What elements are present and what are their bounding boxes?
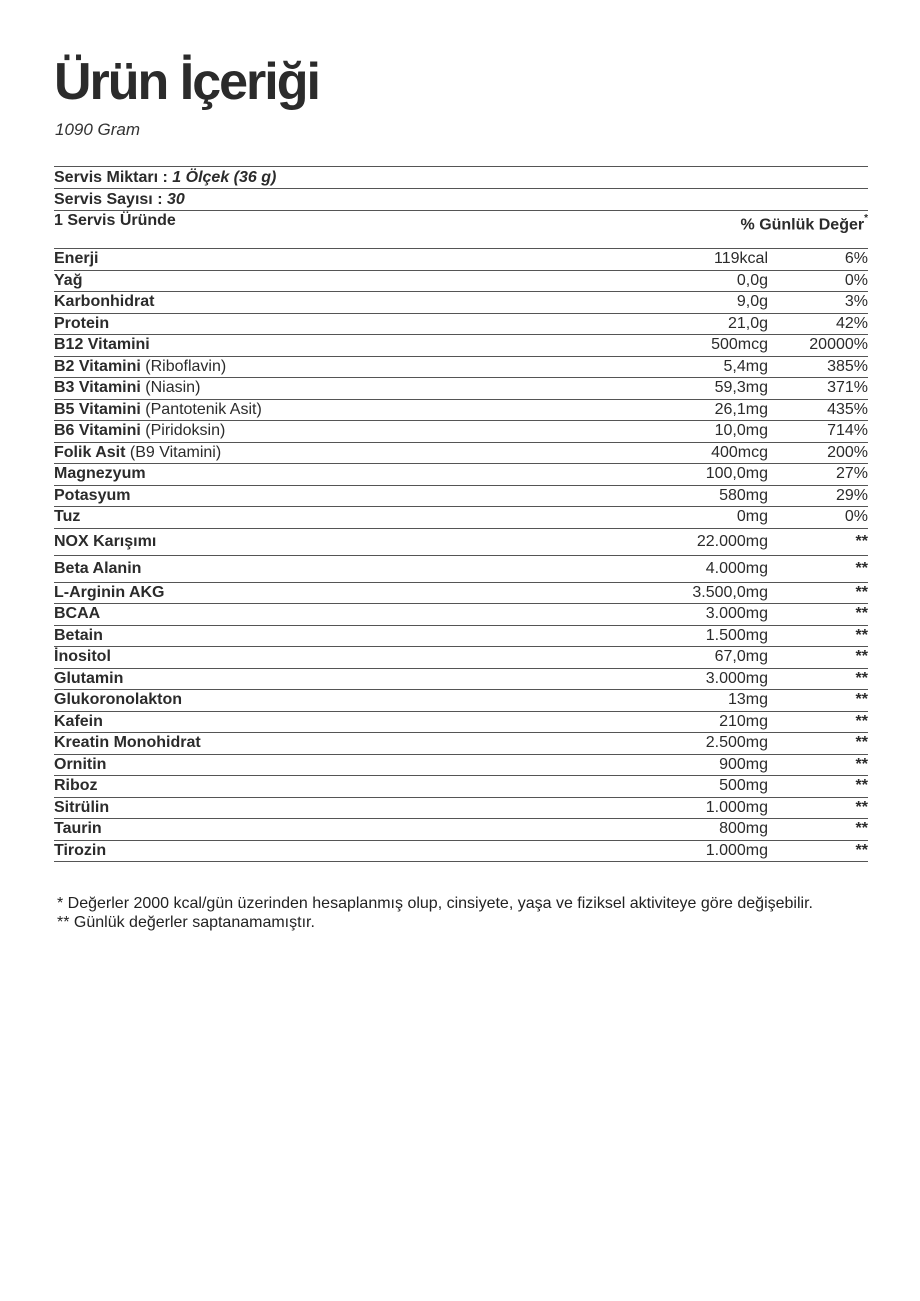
nutrient-name: Beta Alanin xyxy=(54,559,142,577)
nutrient-name-cell xyxy=(54,400,262,420)
nutrient-amount: 1.500mg xyxy=(705,626,768,644)
nutrient-name-cell xyxy=(54,669,123,689)
nutrient-daily-value: 0% xyxy=(844,271,868,289)
nutrient-amount: 400mcg xyxy=(711,443,768,461)
nutrient-note: (B9 Vitamini) xyxy=(125,443,222,461)
nutrient-name-cell xyxy=(54,507,80,527)
nutrient-name: Taurin xyxy=(54,820,102,837)
nutrient-amount: 13mg xyxy=(727,691,768,708)
nutrient-name-cell xyxy=(54,647,111,667)
nutrient-name: Sitrülin xyxy=(54,798,110,816)
daily-value-footnote-mark: * xyxy=(864,213,868,224)
nutrient-daily-value: 385% xyxy=(827,357,868,375)
nutrient-name: Enerji xyxy=(54,250,99,267)
table-bottom-rule xyxy=(54,861,868,862)
table-row xyxy=(54,442,868,464)
nutrient-name: B6 Vitamini xyxy=(54,422,141,439)
nutrient-daily-value: ** xyxy=(855,691,868,708)
nutrient-name-cell xyxy=(54,712,103,732)
serving-size-line xyxy=(54,166,868,188)
table-row xyxy=(54,625,868,647)
nutrient-amount: 0,0g xyxy=(736,271,768,289)
nutrient-name-cell xyxy=(54,755,106,775)
serving-size-label: Servis Miktarı : xyxy=(54,169,173,186)
nutrient-daily-value: ** xyxy=(855,583,868,601)
nutrition-table xyxy=(54,248,868,862)
nutrient-amount: 500mg xyxy=(719,777,768,794)
nutrient-name-cell xyxy=(54,798,109,818)
nutrient-daily-value: 371% xyxy=(827,379,868,396)
nutrient-name: Protein xyxy=(54,314,110,332)
nutrient-name: B5 Vitamini xyxy=(54,400,141,418)
nutrient-name-cell xyxy=(54,819,102,839)
table-row xyxy=(54,334,868,356)
nutrient-name: Yağ xyxy=(54,271,83,289)
nutrient-daily-value: ** xyxy=(855,798,868,816)
nutrient-daily-value: ** xyxy=(855,777,868,794)
table-row xyxy=(54,797,868,819)
table-row xyxy=(54,377,868,399)
nutrient-amount: 800mg xyxy=(719,820,768,837)
footnotes xyxy=(57,894,813,932)
nutrient-name-cell xyxy=(54,314,109,334)
nutrient-name: Kafein xyxy=(54,712,103,730)
table-row xyxy=(54,528,868,555)
table-row xyxy=(54,603,868,625)
nutrient-daily-value: 6% xyxy=(844,250,868,267)
nutrient-name-cell xyxy=(54,271,82,291)
nutrient-name-cell xyxy=(54,604,100,624)
table-row xyxy=(54,399,868,421)
table-row xyxy=(54,420,868,442)
nutrient-note: (Pantotenik Asit) xyxy=(140,400,262,418)
nutrient-name-cell xyxy=(54,690,182,710)
table-row xyxy=(54,582,868,604)
nutrient-amount: 26,1mg xyxy=(714,400,768,418)
nutrient-daily-value: ** xyxy=(855,532,868,550)
nutrient-amount: 9,0g xyxy=(736,293,768,310)
nutrient-amount: 1.000mg xyxy=(705,798,768,816)
nutrient-daily-value: 27% xyxy=(835,465,868,482)
nutrient-daily-value: 0% xyxy=(844,508,868,525)
nutrient-name: Tirozin xyxy=(54,841,107,859)
nutrient-daily-value: ** xyxy=(855,841,868,859)
nutrient-amount: 900mg xyxy=(719,755,768,773)
nutrient-amount: 21,0g xyxy=(727,314,768,332)
daily-value-header xyxy=(741,215,868,234)
nutrient-daily-value: ** xyxy=(855,605,868,622)
nutrient-daily-value: ** xyxy=(855,712,868,730)
table-header xyxy=(54,210,868,242)
nutrient-name-cell xyxy=(54,357,226,377)
nutrient-name: Tuz xyxy=(54,508,81,525)
nutrient-name: Magnezyum xyxy=(54,465,146,482)
nutrient-name-cell xyxy=(54,559,141,579)
table-row xyxy=(54,506,868,528)
table-row xyxy=(54,732,868,754)
product-weight: 1090 Gram xyxy=(55,120,141,139)
daily-value-header-label: % Günlük Değer xyxy=(740,216,865,234)
nutrient-amount: 4.000mg xyxy=(705,559,768,577)
nutrient-name-cell xyxy=(54,583,165,603)
nutrient-name: Folik Asit xyxy=(54,443,126,461)
nutrient-amount: 3.000mg xyxy=(705,605,768,622)
table-row xyxy=(54,646,868,668)
nutrient-amount: 3.000mg xyxy=(705,669,768,687)
per-serving-header: 1 Servis Üründe xyxy=(54,212,176,229)
nutrient-name: NOX Karışımı xyxy=(54,532,157,550)
nutrient-daily-value: ** xyxy=(855,626,868,644)
nutrient-amount: 119kcal xyxy=(714,250,768,267)
nutrient-amount: 580mg xyxy=(719,486,768,504)
nutrient-daily-value: 435% xyxy=(827,400,868,418)
nutrient-name-cell xyxy=(54,532,156,552)
nutrient-name: BCAA xyxy=(54,605,101,622)
table-row xyxy=(54,840,868,862)
nutrient-amount: 22.000mg xyxy=(696,532,768,550)
table-row xyxy=(54,463,868,485)
table-row xyxy=(54,291,868,313)
nutrient-daily-value: 200% xyxy=(827,443,868,461)
nutrient-name: Betain xyxy=(54,626,103,644)
nutrient-name-cell xyxy=(54,486,130,506)
nutrient-amount: 100,0mg xyxy=(705,465,768,482)
nutrient-name: B12 Vitamini xyxy=(54,336,150,353)
nutrient-name: B3 Vitamini xyxy=(54,379,141,396)
nutrient-name: Karbonhidrat xyxy=(54,293,155,310)
nutrient-name-cell xyxy=(54,841,106,861)
nutrient-name: Ornitin xyxy=(54,755,107,773)
nutrient-name: B2 Vitamini xyxy=(54,357,141,375)
nutrient-daily-value: 3% xyxy=(844,293,868,310)
footnote-line: * Değerler 2000 kcal/gün üzerinden hesaplanmış olup, cinsiyete, yaşa ve fiziksel aktiviteye göre değişebilir. xyxy=(57,895,813,912)
nutrient-daily-value: ** xyxy=(855,820,868,837)
table-row xyxy=(54,775,868,797)
nutrient-daily-value: 20000% xyxy=(809,336,868,353)
nutrient-name-cell xyxy=(54,421,225,441)
nutrient-name: Glutamin xyxy=(54,669,124,687)
table-row xyxy=(54,270,868,292)
nutrient-amount: 500mcg xyxy=(711,336,768,353)
nutrient-amount: 0mg xyxy=(736,508,768,525)
nutrient-amount: 1.000mg xyxy=(705,841,768,859)
nutrient-note: (Piridoksin) xyxy=(140,422,226,439)
nutrient-note: (Riboflavin) xyxy=(140,357,227,375)
nutrient-name-cell xyxy=(54,733,201,753)
nutrient-name-cell xyxy=(54,443,221,463)
nutrient-amount: 67,0mg xyxy=(714,648,768,665)
table-row xyxy=(54,754,868,776)
nutrient-daily-value: ** xyxy=(855,755,868,773)
nutrient-name: Kreatin Monohidrat xyxy=(54,734,201,751)
table-row xyxy=(54,668,868,690)
serving-info xyxy=(54,166,868,242)
table-row xyxy=(54,248,868,270)
page-title: Ürün İçeriği xyxy=(54,53,319,111)
nutrient-name-cell xyxy=(54,776,98,796)
serving-count-value: 30 xyxy=(166,191,185,208)
nutrient-name-cell xyxy=(54,464,146,484)
nutrient-name-cell xyxy=(54,626,103,646)
nutrient-name-cell xyxy=(54,378,200,398)
table-row xyxy=(54,555,868,582)
nutrient-daily-value: ** xyxy=(855,734,868,751)
table-row xyxy=(54,818,868,840)
table-row xyxy=(54,689,868,711)
nutrient-name-cell xyxy=(54,292,154,312)
nutrient-name: Riboz xyxy=(54,777,98,794)
nutrient-amount: 210mg xyxy=(719,712,768,730)
table-row xyxy=(54,711,868,733)
table-row xyxy=(54,356,868,378)
footnote-line: ** Günlük değerler saptanamamıştır. xyxy=(57,914,315,931)
table-row xyxy=(54,313,868,335)
nutrient-note: (Niasin) xyxy=(140,379,201,396)
serving-count-label: Servis Sayısı : xyxy=(54,191,167,208)
nutrient-daily-value: ** xyxy=(855,559,868,577)
nutrient-name-cell xyxy=(54,249,98,269)
table-row xyxy=(54,485,868,507)
nutrient-daily-value: ** xyxy=(855,669,868,687)
serving-count-line xyxy=(54,188,868,210)
nutrient-amount: 2.500mg xyxy=(705,734,768,751)
nutrient-amount: 10,0mg xyxy=(714,422,768,439)
nutrient-amount: 5,4mg xyxy=(723,357,768,375)
nutrient-name: Glukoronolakton xyxy=(54,691,182,708)
nutrient-daily-value: 714% xyxy=(827,422,868,439)
nutrient-daily-value: 42% xyxy=(835,314,868,332)
nutrient-daily-value: ** xyxy=(855,648,868,665)
nutrient-amount: 3.500,0mg xyxy=(692,583,768,601)
nutrient-name: İnositol xyxy=(54,648,111,665)
nutrient-daily-value: 29% xyxy=(835,486,868,504)
nutrient-name: Potasyum xyxy=(54,486,131,504)
serving-size-value: 1 Ölçek (36 g) xyxy=(172,169,277,186)
nutrient-name-cell xyxy=(54,335,150,355)
nutrient-name: L-Arginin AKG xyxy=(54,583,165,601)
nutrient-amount: 59,3mg xyxy=(714,379,768,396)
